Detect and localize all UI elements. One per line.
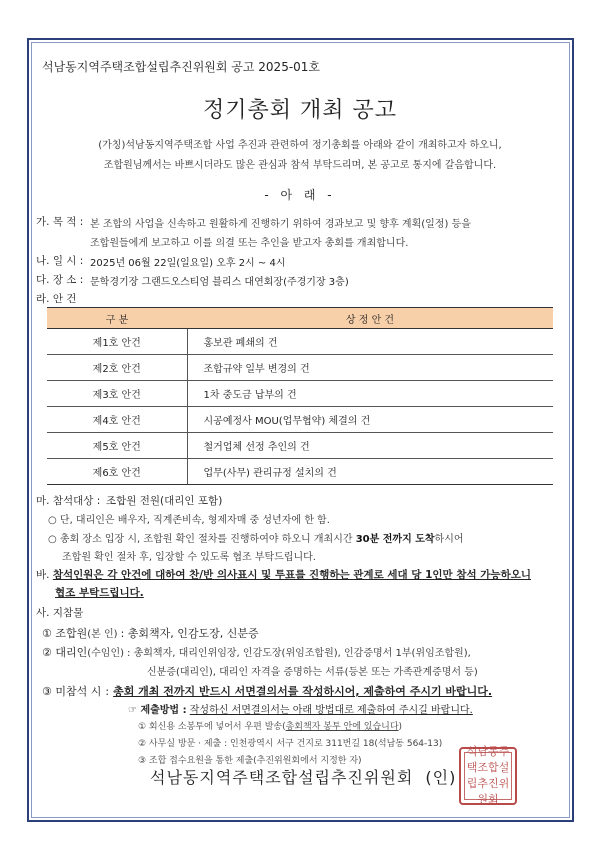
absent-value: 총회 개최 전까지 반드시 서면결의서를 작성하시어, 제출하여 주시기 바랍니다. <box>113 685 493 698</box>
agenda-item: 1차 중도금 납부의 건 <box>187 381 553 407</box>
attendees-note-3: 조합원 확인 절차 후, 입장할 수 있도록 협조 부탁드립니다. <box>62 552 316 563</box>
official-seal <box>459 747 517 805</box>
date-value: 2025년 06월 22일(일요일) 오후 2시 ~ 4시 <box>90 258 286 269</box>
proxy-sub: (수임인) <box>87 648 125 659</box>
items-label: 사. 지참물 <box>36 607 84 619</box>
submit-method-3: ③ 조합 접수요원을 통한 제출(추진위원회에서 지정한 자) <box>138 756 362 766</box>
below-heading: - 아 래 - <box>264 188 336 202</box>
official-seal-text: 석남동주택조합설립추진위원회 <box>464 752 512 800</box>
submit-method-1 <box>138 719 402 732</box>
member-label: ① 조합원 <box>42 627 88 640</box>
items-proxy <box>42 644 471 660</box>
method-1-underlined: 총회책자 봉투 안에 있습니다 <box>285 722 399 732</box>
attendees-note-2-emphasis: 30분 전까지 도착 <box>355 534 435 545</box>
table-row <box>47 459 553 485</box>
purpose-line-1: 본 조합의 사업을 신속하고 원활하게 진행하기 위하여 경과보고 및 향후 계획(일정) 등을 <box>90 219 471 230</box>
agenda-label: 라. 안 건 <box>36 293 77 305</box>
table-row <box>47 433 553 459</box>
method-1-suffix: ) <box>398 722 403 732</box>
submit-value: 작성하신 서면결의서는 아래 방법대로 제출하여 주시길 바랍니다. <box>189 705 473 716</box>
agenda-no: 제2호 안건 <box>47 355 187 381</box>
purpose-label: 가. 목 적 : <box>36 216 84 228</box>
attendees-label: 마. 참석대상 : <box>36 495 101 507</box>
page-title: 정기총회 개최 공고 <box>202 98 397 123</box>
agenda-header-items: 상 정 안 건 <box>187 308 553 329</box>
agenda-header-category: 구 분 <box>47 308 187 329</box>
member-value: : 총회책자, 인감도장, 신분증 <box>120 627 259 640</box>
proxy-label: ② 대리인 <box>42 646 88 659</box>
issuer-name <box>150 765 456 788</box>
submit-method <box>128 701 473 716</box>
agenda-item: 업무(사무) 관리규정 설치의 건 <box>187 459 553 485</box>
intro-line-2: 조합원님께서는 바쁘시더라도 많은 관심과 참석 부탁드리며, 본 공고로 통지에 갈음합니다. <box>103 160 497 171</box>
voting-prefix: 바. <box>36 569 53 581</box>
issuer-org: 석남동지역주택조합설립추진위원회 <box>150 768 414 787</box>
voting-line-2: 협조 부탁드립니다. <box>55 587 144 599</box>
place-value: 문학경기장 그랜드오스티엄 블리스 대연회장(주경기장 3층) <box>90 277 349 288</box>
items-absent: ③ 미참석 시 : 총회 개최 전까지 반드시 서면결의서를 작성하시어, 제출하여 주시기 바랍니다. <box>42 685 493 698</box>
agenda-header-row <box>47 308 553 329</box>
absent-label: ③ 미참석 시 <box>42 685 102 698</box>
voting-notice <box>36 567 531 582</box>
proxy-value-line-2: 신분증(대리인), 대리인 자격을 증명하는 서류(등본 또는 가족관계증명서 등) <box>147 667 478 678</box>
attendees-note-2-prefix: ○ 총회 장소 입장 시, 조합원 확인 절차를 진행하여야 하오니 개최시간 <box>48 534 356 545</box>
attendees-value: 조합원 전원(대리인 포함) <box>106 495 223 507</box>
table-row <box>47 355 553 381</box>
purpose-line-2: 조합원들에게 보고하고 이를 의결 또는 추인을 받고자 총회를 개최합니다. <box>90 238 409 249</box>
agenda-item: 홍보관 폐쇄의 건 <box>187 329 553 355</box>
attendees-note-2-suffix: 하시어 <box>434 534 464 545</box>
agenda-no: 제3호 안건 <box>47 381 187 407</box>
agenda-no: 제5호 안건 <box>47 433 187 459</box>
agenda-no: 제1호 안건 <box>47 329 187 355</box>
agenda-table <box>47 307 553 485</box>
agenda-item: 철거업체 선정 추인의 건 <box>187 433 553 459</box>
voting-line-1: 참석인원은 각 안건에 대하여 찬/반 의사표시 및 투표를 진행하는 관계로 세대 당 1인만 참석 가능하오니 <box>52 569 532 581</box>
items-member <box>42 625 259 641</box>
agenda-item: 시공예정사 MOU(업무협약) 체결의 건 <box>187 407 553 433</box>
table-row <box>47 407 553 433</box>
submit-method-2: ② 사무실 방문 · 제출 : 인천광역시 서구 건지로 311번길 18(석남동 564-13) <box>138 739 443 749</box>
attendees-note-1: ○ 단, 대리인은 배우자, 직계존비속, 형제자매 중 성년자에 한 함. <box>48 515 330 526</box>
place-label: 다. 장 소 : <box>36 274 84 286</box>
agenda-no: 제4호 안건 <box>47 407 187 433</box>
date-label: 나. 일 시 : <box>36 255 84 267</box>
issuer-seal-mark: (인) <box>425 768 457 787</box>
attendees-note-2 <box>48 530 464 545</box>
member-sub: (본 인) <box>87 629 118 640</box>
agenda-item: 조합규약 일부 변경의 건 <box>187 355 553 381</box>
method-1-prefix: ① 회신용 소봉투에 넣어서 우편 발송( <box>138 722 286 732</box>
submit-label: ☞ 제출방법 : <box>128 705 187 716</box>
table-row <box>47 381 553 407</box>
table-row <box>47 329 553 355</box>
notice-number: 석남동지역주택조합설립추진위원회 공고 2025-01호 <box>42 60 321 74</box>
agenda-no: 제6호 안건 <box>47 459 187 485</box>
proxy-value: : 총회책자, 대리인위임장, 인감도장(위임조합원), 인감증명서 1부(위임조합원), <box>127 648 471 659</box>
intro-line-1: (가칭)석남동지역주택조합 사업 추진과 관련하여 정기총회를 아래와 같이 개최하고자 하오니, <box>98 140 502 151</box>
